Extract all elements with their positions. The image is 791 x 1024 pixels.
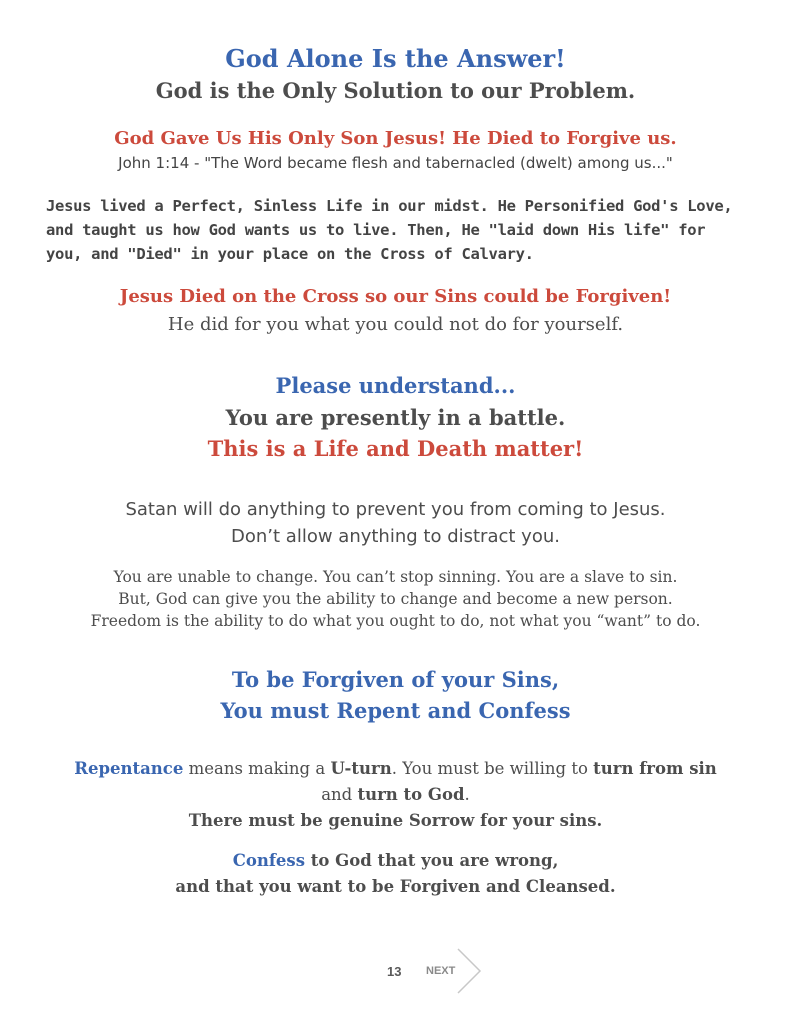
- repentance-line-2: [0, 782, 791, 808]
- repentance-line-1: [0, 756, 791, 782]
- repentance-paragraph: [0, 756, 791, 834]
- confess-line-2: and that you want to be Forgiven and Cleansed.: [175, 877, 616, 896]
- page-number: 13: [387, 964, 402, 979]
- confess-line-1: [0, 848, 791, 874]
- chevron-right-icon: [456, 948, 482, 994]
- repentance-term: Repentance: [74, 759, 184, 778]
- page-footer: [380, 948, 490, 994]
- change-line: Freedom is the ability to do what you ought to do, not what you “want” to do.: [90, 612, 701, 630]
- satan-line: Don’t allow anything to distract you.: [231, 526, 560, 547]
- verse-reference: John 1:14 - "The Word became flesh and tabernacled (dwelt) among us...": [118, 154, 673, 172]
- repentance-text: and: [321, 785, 358, 804]
- paragraph-line: and taught us how God wants us to live. Then, He "laid down His life" for: [46, 221, 706, 239]
- change-line: You are unable to change. You can’t stop sinning. You are a slave to sin.: [113, 568, 678, 586]
- paragraph-line: you, and "Died" in your place on the Cross of Calvary.: [46, 245, 534, 263]
- next-page-button[interactable]: [420, 948, 482, 994]
- confess-term: Confess: [232, 851, 305, 870]
- repentance-text: . You must be willing to: [391, 759, 594, 778]
- uturn-term: U-turn: [330, 759, 392, 778]
- son-heading: God Gave Us His Only Son Jesus! He Died to Forgive us.: [114, 128, 677, 149]
- satan-paragraph: [0, 496, 791, 550]
- forgiven-line: To be Forgiven of your Sins,: [231, 667, 560, 692]
- page-title: God Alone Is the Answer!: [225, 44, 566, 73]
- life-death-heading: This is a Life and Death matter!: [207, 436, 584, 461]
- satan-line: Satan will do anything to prevent you from coming to Jesus.: [125, 499, 666, 520]
- battle-heading: You are presently in a battle.: [225, 405, 566, 430]
- confess-text: to God that you are wrong,: [305, 851, 559, 870]
- page-subtitle: God is the Only Solution to our Problem.: [155, 78, 636, 103]
- repentance-text: means making a: [183, 759, 331, 778]
- sorrow-line: There must be genuine Sorrow for your sins.: [188, 811, 603, 830]
- jesus-life-paragraph: [46, 194, 750, 266]
- change-paragraph: [0, 566, 791, 632]
- forgiven-heading: [0, 664, 791, 726]
- change-line: But, God can give you the ability to change and become a new person.: [118, 590, 673, 608]
- next-label: NEXT: [426, 965, 456, 977]
- please-understand-heading: Please understand...: [275, 373, 516, 398]
- paragraph-line: Jesus lived a Perfect, Sinless Life in our midst. He Personified God's Love,: [46, 197, 733, 215]
- turn-from-sin-term: turn from sin: [593, 759, 717, 778]
- cross-heading: Jesus Died on the Cross so our Sins could be Forgiven!: [119, 286, 672, 307]
- confess-paragraph: [0, 848, 791, 900]
- cross-line: He did for you what you could not do for yourself.: [167, 314, 624, 335]
- turn-to-god-term: turn to God: [357, 785, 465, 804]
- forgiven-line: You must Repent and Confess: [220, 698, 571, 723]
- repentance-text: .: [464, 785, 470, 804]
